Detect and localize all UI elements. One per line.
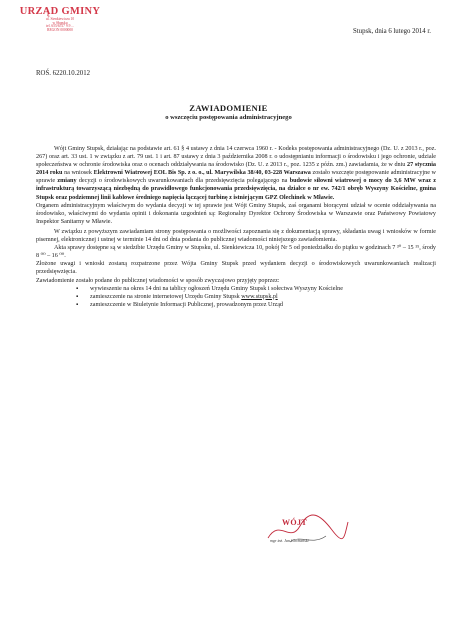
- p1-project: budowie siłowni wiatrowej o mocy do 3,6 MW wraz z infrastrukturą towarzyszącą niezbędną do prawidłowego funkcjonowania przedsięwzięcia, na działce o nr ew. 742/1 obręb Wyszyny Kościelne, gmina Stupsk oraz podziemnej linii kablowe średniego napięcia łączącej turbinę z istniejącym GPZ Olechinek w Mławie.: [36, 178, 436, 201]
- document-subtitle: o wszczęciu postępowania administracyjnego: [165, 114, 292, 121]
- p1-text: zostało wszczęte postępowanie administracyjne w sprawie: [36, 170, 436, 185]
- signature-stamp: WÓJT: [282, 518, 308, 527]
- city-date: Stupsk, dnia 6 lutego 2014 r.: [353, 28, 431, 35]
- notice-list: [36, 285, 436, 309]
- p1-text: decyzji o środowiskowych uwarunkowaniach dla przedsięwzięcia polegającego na: [76, 178, 290, 185]
- p1-date: 27 stycznia 2014 roku: [36, 162, 436, 177]
- signature-block: [260, 508, 350, 548]
- website-link[interactable]: www.stupsk.pl: [241, 293, 278, 300]
- p1-text: Wójt Gminy Stupsk, działając na podstawie art. 61 § 4 ustawy z dnia 14 czerwca 1960 r. - Kodeks postępowania administracyjnego (Dz. U. z 2013 r., poz. 267) oraz art. 33 ust. 1 w związku z art. 79 ust. 1 i art. 87 ustawy z dnia 3 października 2008 r. o udostępnianiu informacji o środowisku i jego ochronie, udziale społeczeństwa w ochronie środowiska oraz o ocenach oddziaływania na środowisko (Dz. U. z 2013 r., poz. 1235 z późn. zm.) zawiadamia, że w dniu: [36, 146, 436, 169]
- list-item: ▪ wywieszenie na okres 14 dni na tablicy ogłoszeń Urzędu Gminy Stupsk i sołectwa Wyszyny Kościelne: [36, 285, 436, 293]
- paragraph-4: Akta sprawy dostępne są w siedzibie Urzędu Gminy w Stupsku, ul. Sienkiewicza 10, pokój Nr 5 od poniedziałku do piątku w godzinach 7 ³⁰ – 15 ¹⁵, środy 8 ⁰⁰ – 16 ⁰⁰.: [36, 245, 436, 260]
- document-body: [36, 145, 436, 309]
- office-stamp: [18, 6, 102, 33]
- paragraph-3: W związku z powyższym zawiadamiam strony postępowania o możliwości zapoznania się z dokumentacją sprawy, składania uwag i wniosków w formie pisemnej, elektronicznej i ustnej w terminie 14 dni od dnia podania do publicznej wiadomości niniejszego zawiadomienia.: [36, 228, 436, 244]
- list-item: ▪ zamieszczenie w Biuletynie Informacji Publicznej, prowadzonym przez Urząd: [36, 301, 436, 309]
- paragraph-1: [36, 145, 436, 202]
- p1-text: na wniosek: [62, 170, 94, 177]
- p1-company: Elektrowni Wiatrowej EOL Bis Sp. z o. o., ul. Marywilska 38/40, 03-228 Warszawa: [93, 170, 311, 177]
- list-item: [36, 293, 436, 301]
- stamp-line: REGON 0000000: [47, 28, 73, 33]
- paragraph-6: Zawiadomienie zostało podane do publicznej wiadomości w sposób zwyczajowo przyjęty poprzez:: [36, 277, 280, 284]
- list-item-text: zamieszczenie na stronie internetowej Urzędu Gminy Stupsk: [90, 293, 242, 300]
- stamp-title: URZĄD GMINY: [19, 6, 101, 17]
- p1-zmiany: zmiany: [57, 178, 77, 185]
- stamp-line: tel. 655/6517 9.9 ...: [46, 24, 74, 29]
- paragraph-5: Złożone uwagi i wnioski zostaną rozpatrzone przez Wójta Gminy Stupsk przed wydaniem decyzji o środowiskowych uwarunkowaniach realizacji przedsięwzięcia.: [36, 261, 436, 276]
- paragraph-2: Organem administracyjnym właściwym do wydania decyzji w tej sprawie jest Wójt Gminy Stupsk, zaś organami biorącymi udział w ocenie oddziaływania na środowisko, właściwymi do wydania opinii i dokonania uzgodnień są: Regionalny Dyrektor Ochrony Środowiska w Warszawie oraz Państwowy Powiatowy Inspektor Sanitarny w Mławie.: [36, 202, 436, 225]
- reference-number: ROŚ. 6220.10.2012: [36, 70, 91, 77]
- stamp-line: w Słupsku: [52, 20, 68, 25]
- signature-name: mgr inż. Jan Ciechański: [270, 538, 309, 543]
- stamp-line: ul. Sienkiewicza 10: [45, 16, 75, 21]
- document-title: ZAWIADOMIENIE: [189, 103, 268, 113]
